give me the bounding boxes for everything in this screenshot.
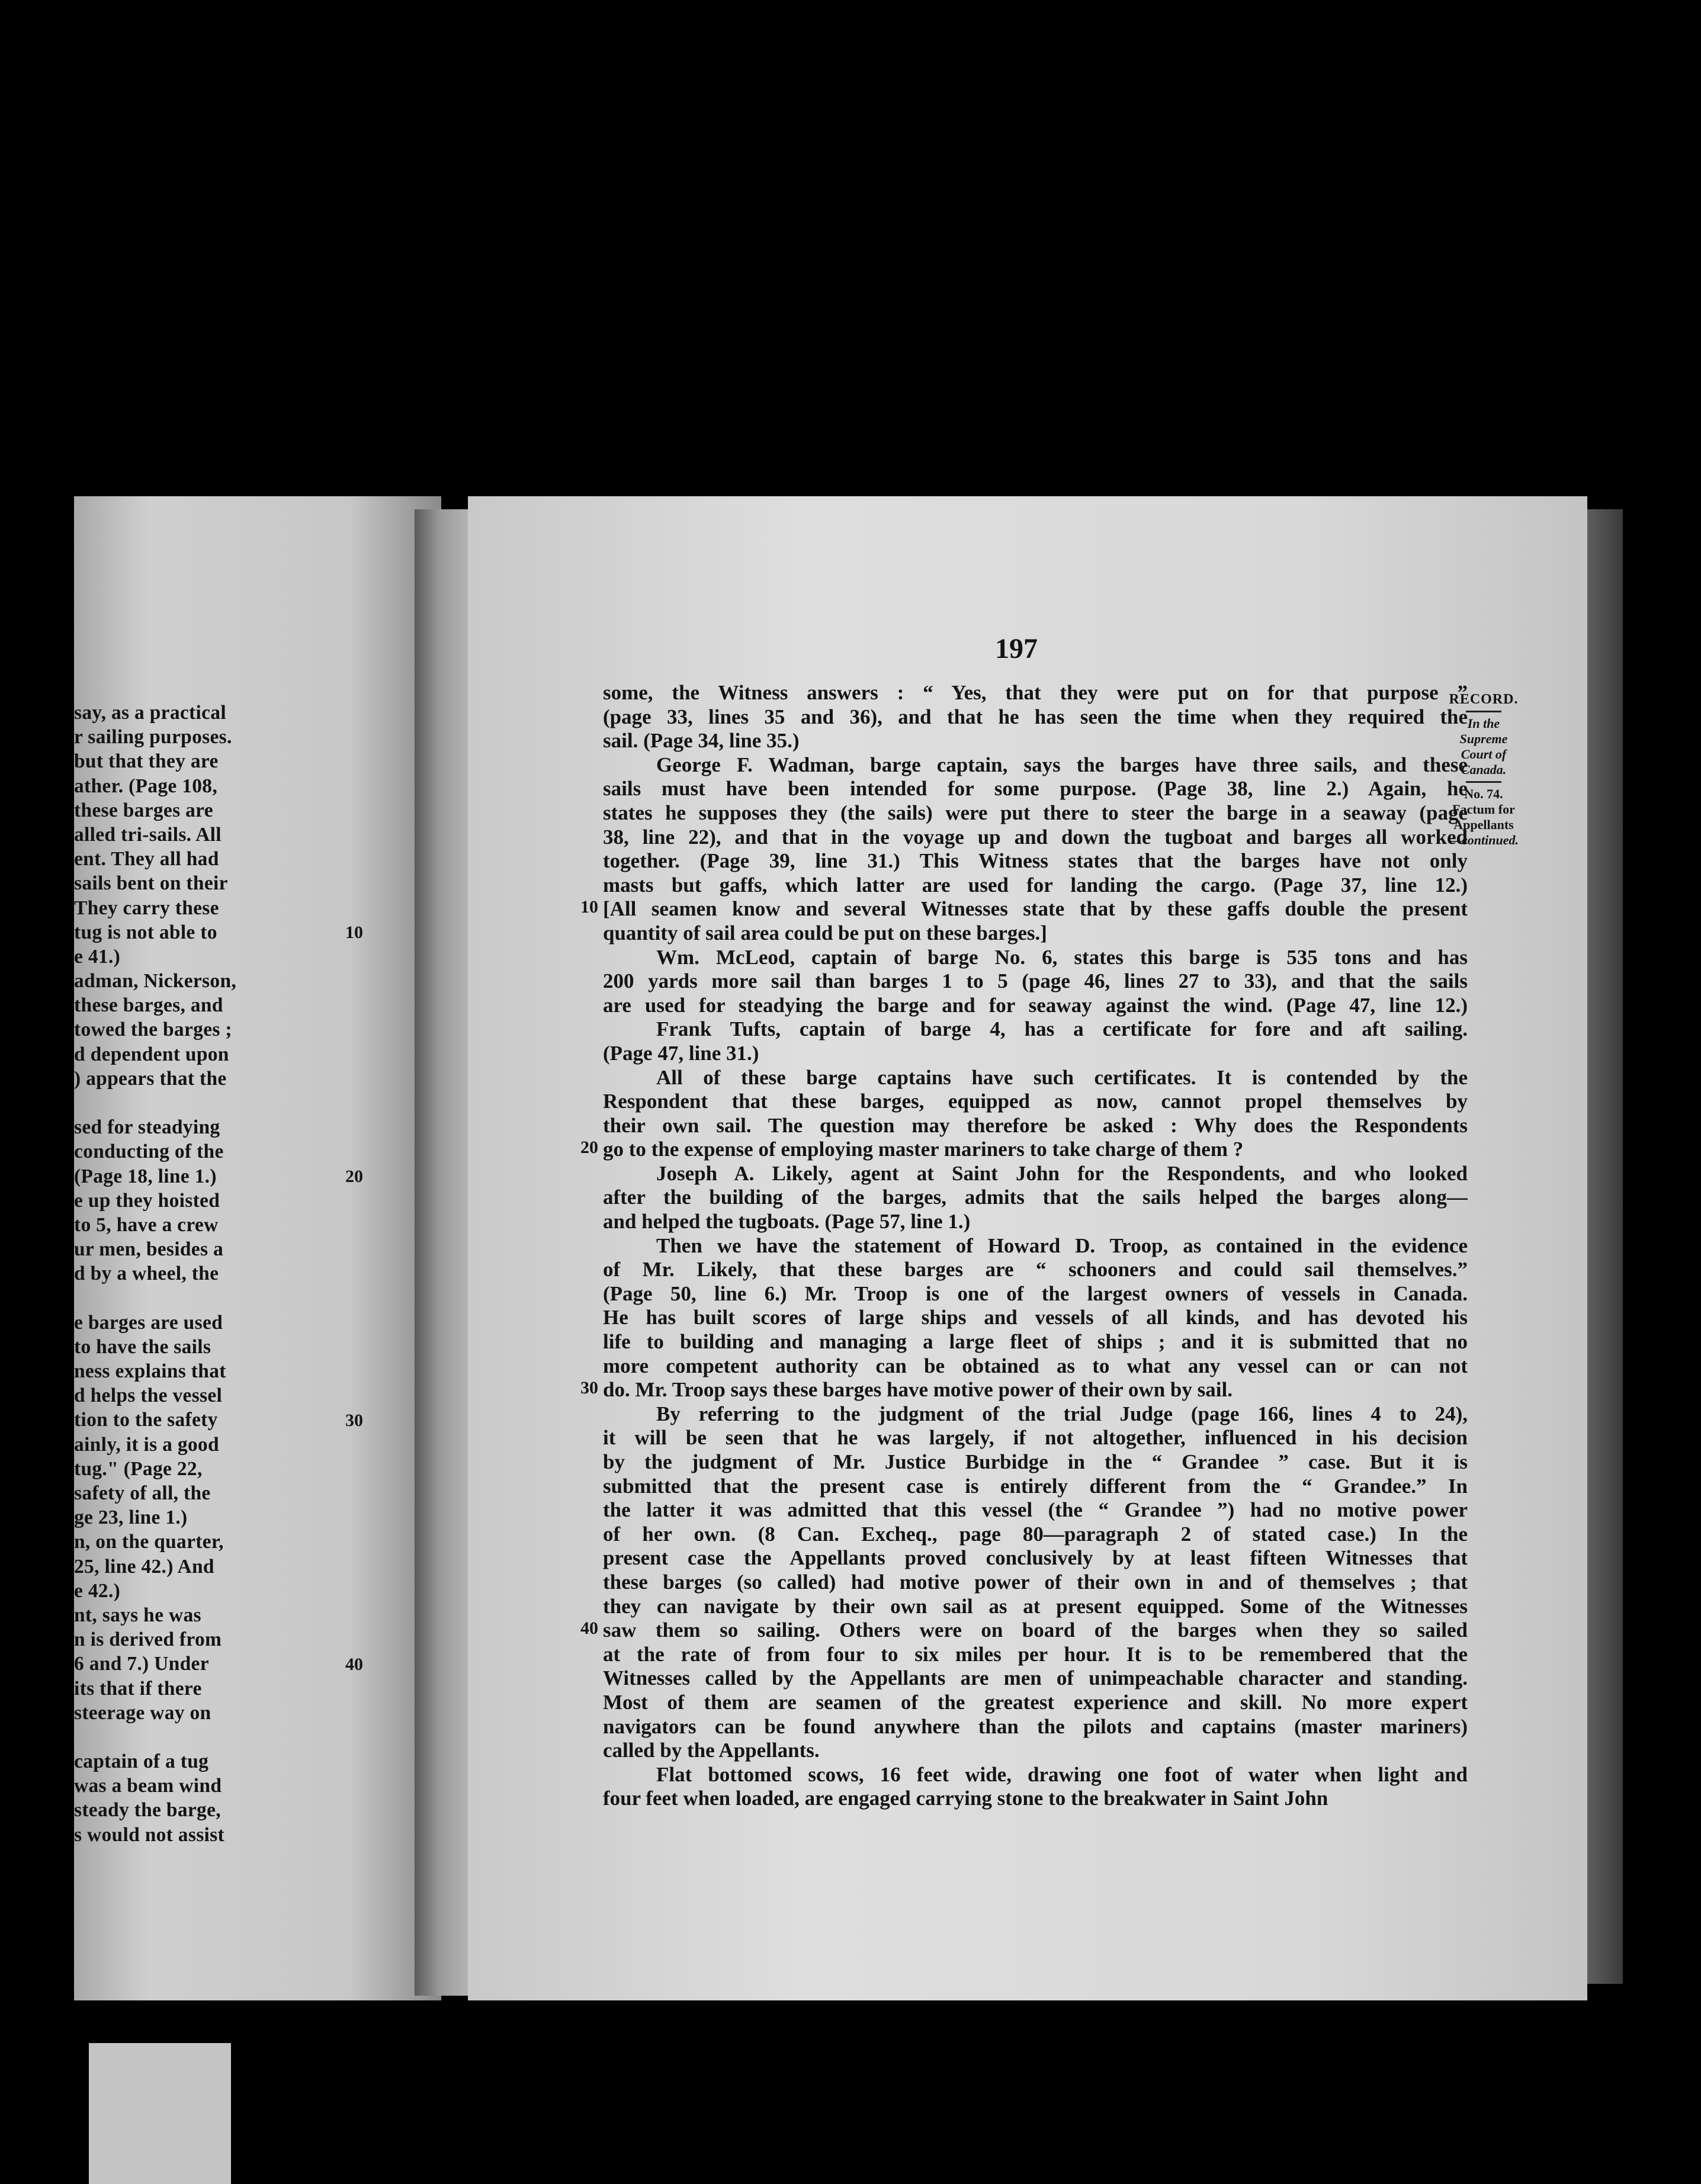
text-line: Joseph A. Likely, agent at Saint John for the Respondents, and who looked xyxy=(656,1161,1468,1185)
text-line: George F. Wadman, barge captain, says the barges have three sails, and these xyxy=(656,753,1468,776)
left-text-line: safety of all, the xyxy=(74,1482,211,1504)
left-text-line: ge 23, line 1.) xyxy=(74,1507,188,1529)
text-line: the latter it was admitted that this vessel (the “ Grandee ”) had no motive power xyxy=(603,1498,1468,1522)
text-line: 200 yards more sail than barges 1 to 5 (page 46, lines 27 to 33), and that the sails xyxy=(603,969,1468,993)
text-line: these barges (so called) had motive power of their own in and of themselves ; that xyxy=(603,1570,1468,1594)
left-text-line: ainly, it is a good xyxy=(74,1433,219,1456)
text-line: are used for steadying the barge and for seaway against the wind. (Page 47, line 12.) xyxy=(603,993,1468,1017)
text-line: at the rate of from four to six miles per hour. It is to be remembered that the xyxy=(603,1642,1468,1666)
text-line: quantity of sail area could be put on these barges.] xyxy=(603,921,1047,945)
left-text-line: steerage way on xyxy=(74,1701,211,1724)
left-text-line: conducting of the xyxy=(74,1141,224,1163)
text-line: Respondent that these barges, equipped as now, cannot propel themselves by xyxy=(603,1090,1468,1113)
text-line: more competent authority can be obtained as to what any vessel can or can not xyxy=(603,1354,1468,1377)
margin-factum-line: Factum for xyxy=(1452,802,1515,817)
left-text-line: e 41.) xyxy=(74,945,121,968)
text-line: go to the expense of employing master mariners to take charge of them ? xyxy=(603,1138,1244,1161)
text-line: Frank Tufts, captain of barge 4, has a certificate for fore and aft sailing. xyxy=(656,1017,1468,1041)
page-number: 197 xyxy=(995,633,1038,664)
text-line: they can navigate by their own sail as at present equipped. Some of the Witnesses xyxy=(603,1594,1468,1618)
margin-court-line: Canada. xyxy=(1461,762,1507,777)
left-text-line: sails bent on their xyxy=(74,872,228,895)
left-text-line: to 5, have a crew xyxy=(74,1213,219,1236)
left-text-line: to have the sails xyxy=(74,1335,211,1358)
text-line: Wm. McLeod, captain of barge No. 6, states this barge is 535 tons and has xyxy=(656,945,1468,969)
left-text-line: captain of a tug xyxy=(74,1751,209,1773)
margin-rule xyxy=(1466,711,1501,712)
text-line: saw them so sailing. Others were on board of the barges when they so sailed xyxy=(603,1618,1468,1642)
left-text-line: ent. They all had xyxy=(74,848,219,871)
left-text-line: say, as a practical xyxy=(74,702,226,724)
text-line: their own sail. The question may therefore be asked : Why does the Respondents xyxy=(603,1113,1468,1137)
left-text-line: ur men, besides a xyxy=(74,1238,224,1261)
text-line: sail. (Page 34, line 35.) xyxy=(603,729,800,753)
left-text-line: r sailing purposes. xyxy=(74,726,232,749)
text-line: life to building and managing a large fleet of ships ; and it is submitted that no xyxy=(603,1330,1468,1354)
text-line: Witnesses called by the Appellants are men of unimpeachable character and standing. xyxy=(603,1666,1468,1690)
text-line: Then we have the statement of Howard D. Troop, as contained in the evidence xyxy=(656,1234,1468,1257)
line-number: 20 xyxy=(580,1138,598,1158)
text-line: present case the Appellants proved conclusively by at least fifteen Witnesses that xyxy=(603,1546,1468,1570)
left-text-line: sed for steadying xyxy=(74,1116,220,1139)
left-text-line: towed the barges ; xyxy=(74,1019,232,1041)
text-line: of her own. (8 Can. Excheq., page 80—paragraph 2 of stated case.) In the xyxy=(603,1522,1468,1546)
left-text-line: 6 and 7.) Under xyxy=(74,1653,209,1675)
line-number: 10 xyxy=(580,897,598,917)
left-text-line: steady the barge, xyxy=(74,1799,221,1822)
text-line: together. (Page 39, line 31.) This Witness states that the barges have not only xyxy=(603,849,1468,873)
left-text-line: e 42.) xyxy=(74,1579,121,1602)
left-text-line: was a beam wind xyxy=(74,1775,222,1797)
left-text-line: tug is not able to xyxy=(74,921,217,943)
line-number: 20 xyxy=(345,1166,363,1186)
left-text-line: these barges, and xyxy=(74,994,223,1017)
text-line: By referring to the judgment of the trial Judge (page 166, lines 4 to 24), xyxy=(656,1402,1468,1425)
left-text-line: d by a wheel, the xyxy=(74,1263,219,1285)
line-number: 40 xyxy=(580,1618,598,1639)
margin-court-line: Court of xyxy=(1461,747,1507,762)
left-text-line: alled tri-sails. All xyxy=(74,823,222,846)
left-text-line: ) appears that the xyxy=(74,1067,227,1090)
left-text-line: adman, Nickerson, xyxy=(74,970,237,993)
text-line: called by the Appellants. xyxy=(603,1739,820,1762)
page-edge xyxy=(1587,509,1623,1984)
margin-rule xyxy=(1466,781,1501,783)
text-line: (Page 47, line 31.) xyxy=(603,1041,759,1065)
text-line: four feet when loaded, are engaged carrying stone to the breakwater in Saint John xyxy=(603,1787,1328,1810)
left-text-line: n is derived from xyxy=(74,1629,222,1651)
text-line: Most of them are seamen of the greatest experience and skill. No more expert xyxy=(603,1690,1468,1714)
text-line: (Page 50, line 6.) Mr. Troop is one of the largest owners of vessels in Canada. xyxy=(603,1282,1468,1305)
text-line: and helped the tugboats. (Page 57, line 1.) xyxy=(603,1210,971,1234)
text-line: submitted that the present case is entirely different from the “ Grandee.” In xyxy=(603,1474,1468,1498)
text-line: by the judgment of Mr. Justice Burbidge in the “ Grandee ” case. But it is xyxy=(603,1450,1468,1473)
left-text-line: 25, line 42.) And xyxy=(74,1555,214,1578)
left-page-text xyxy=(74,701,352,1847)
margin-factum-line: —continued. xyxy=(1449,833,1519,847)
margin-court-line: In the xyxy=(1467,716,1500,731)
line-number: 40 xyxy=(345,1654,363,1674)
left-text-line: e up they hoisted xyxy=(74,1189,220,1212)
left-text-line: its that if there xyxy=(74,1677,202,1700)
left-text-line: these barges are xyxy=(74,799,213,821)
body-text xyxy=(603,681,1468,1811)
left-text-line: s would not assist xyxy=(74,1823,224,1846)
paper-scrap xyxy=(89,2043,231,2184)
text-line: do. Mr. Troop says these barges have motive power of their own by sail. xyxy=(603,1378,1233,1402)
left-text-line: d helps the vessel xyxy=(74,1385,223,1407)
margin-factum-line: Appellants xyxy=(1453,817,1514,832)
text-line: (page 33, lines 35 and 36), and that he has seen the time when they required the xyxy=(603,705,1468,728)
margin-factum-line: No. 74. xyxy=(1464,786,1503,801)
text-line: He has built scores of large ships and vessels of all kinds, and has devoted his xyxy=(603,1306,1468,1329)
line-number: 30 xyxy=(580,1378,598,1398)
left-text-line: (Page 18, line 1.) xyxy=(74,1165,217,1187)
text-line: after the building of the barges, admits that the sails helped the barges along— xyxy=(603,1186,1468,1209)
text-line: it will be seen that he was largely, if not altogether, influenced in his decision xyxy=(603,1426,1468,1450)
left-text-line xyxy=(74,1091,352,1115)
left-text-line: tion to the safety xyxy=(74,1409,218,1431)
text-line: sails must have been intended for some purpose. (Page 38, line 2.) Again, he xyxy=(603,777,1468,801)
left-text-line: n, on the quarter, xyxy=(74,1531,224,1553)
left-text-line: ness explains that xyxy=(74,1360,226,1383)
line-number: 30 xyxy=(345,1410,363,1430)
text-line: some, the Witness answers : “ Yes, that they were put on for that purpose ” xyxy=(603,681,1468,704)
left-text-line: tug." (Page 22, xyxy=(74,1457,203,1480)
left-text-line xyxy=(74,1286,352,1311)
text-line: 38, line 22), and that in the voyage up and down the tugboat and barges all worked xyxy=(603,825,1468,849)
margin-record-label: RECORD. xyxy=(1449,692,1519,707)
text-line: [All seamen know and several Witnesses state that by these gaffs double the present xyxy=(603,897,1468,921)
left-text-line: e barges are used xyxy=(74,1311,223,1334)
text-line: masts but gaffs, which latter are used for landing the cargo. (Page 37, line 12.) xyxy=(603,873,1468,897)
left-text-line xyxy=(74,1725,352,1749)
text-line: of Mr. Likely, that these barges are “ schooners and could sail themselves.” xyxy=(603,1258,1468,1282)
text-line: navigators can be found anywhere than the pilots and captains (master mariners) xyxy=(603,1714,1468,1738)
left-page xyxy=(74,496,441,2000)
left-text-line: ather. (Page 108, xyxy=(74,775,218,797)
text-line: states he supposes they (the sails) were put there to steer the barge in a seaway (page xyxy=(603,801,1468,824)
left-text-line: They carry these xyxy=(74,897,219,919)
line-number: 10 xyxy=(345,922,363,942)
text-line: All of these barge captains have such certificates. It is contended by the xyxy=(656,1065,1468,1089)
left-text-line: d dependent upon xyxy=(74,1043,229,1065)
text-line: Flat bottomed scows, 16 feet wide, drawing one foot of water when light and xyxy=(656,1762,1468,1786)
left-text-line: nt, says he was xyxy=(74,1604,201,1626)
margin-court-line: Supreme xyxy=(1459,731,1508,746)
left-text-line: but that they are xyxy=(74,750,219,773)
